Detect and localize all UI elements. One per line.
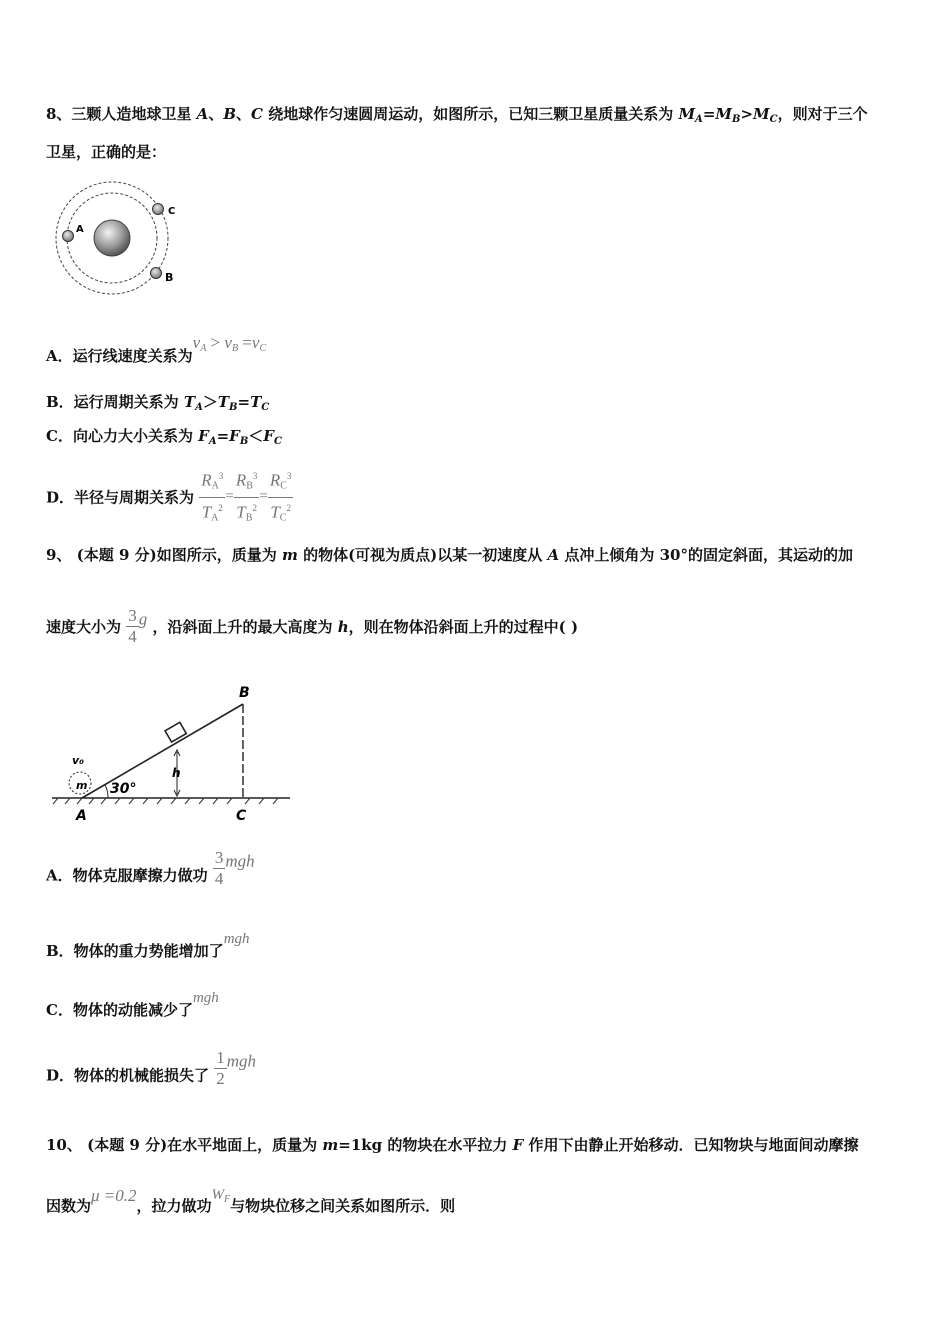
incline-figure xyxy=(50,680,300,830)
q9-line1: 9、 (本题 9 分)如图所示，质量为 m 的物体(可视为质点)以某一初速度从 A 点冲上倾角为 30°的固定斜面，其运动的加 xyxy=(46,546,853,564)
q10-line1: 10、 (本题 9 分)在水平地面上，质量为 m=1kg 的物块在水平拉力 F 作用下由静止开始移动．已知物块与地面间动摩擦 xyxy=(46,1136,859,1154)
q8-line1: 8、三颗人造地球卫星 A、B、C 绕地球作匀速圆周运动，如图所示，已知三颗卫星质量关系为 $M_A=M_B>M_C$，则对于三个 xyxy=(46,105,868,125)
q8-line2: 卫星，正确的是： xyxy=(46,143,167,161)
q8-option-c: C．向心力大小关系为 $F_A=F_B<F_C$ xyxy=(46,427,282,447)
frac-a: $\frac{R_A^3}{T_A^2}$ xyxy=(199,466,225,528)
q9-option-c: C．物体的动能减少了mgh xyxy=(46,990,219,1019)
label-b: B xyxy=(239,685,250,701)
label-c: C xyxy=(168,206,176,217)
frac-b: $\frac{R_B^3}{T_B^2}$ xyxy=(234,466,260,528)
q10-line2: 因数为μ =0.2，拉力做功$W_F$与物块位移之间关系如图所示．则 xyxy=(46,1186,456,1215)
frac-c: $\frac{R_C^3}{T_C^2}$ xyxy=(268,466,294,528)
q9-option-a: A．物体克服摩擦力做功 $\frac{3}{4}$ mgh xyxy=(46,848,255,888)
incline-slope xyxy=(82,704,243,798)
satellite-orbit-figure xyxy=(48,180,188,300)
q8-option-b: B．运行周期关系为 $T_A>T_B=T_C$ xyxy=(46,393,270,413)
q9-option-d: D．物体的机械能损失了 $\frac{1}{2}$ mgh xyxy=(46,1048,257,1088)
label-a: A xyxy=(76,224,84,235)
label-c: C xyxy=(236,808,247,824)
q9-line2: 速度大小为 $\frac{3}{4}$ g ，沿斜面上升的最大高度为 h，则在物体沿斜面上升的过程中( ) xyxy=(46,606,579,646)
satellite-c xyxy=(153,204,164,215)
label-a: A xyxy=(76,808,87,824)
satellite-a xyxy=(63,231,74,242)
label-b: B xyxy=(165,271,174,284)
label-m: m xyxy=(76,779,88,792)
label-h: h xyxy=(172,766,181,780)
q8-option-a: A．运行线速度关系为$v_A > v_B =v_C$ xyxy=(46,333,267,365)
satellite-b xyxy=(151,268,162,279)
label-angle: 30° xyxy=(110,781,137,797)
label-v0: v₀ xyxy=(72,754,84,767)
q8-option-d: D．半径与周期关系为 $\frac{R_A^3}{T_A^2}$ = $\frac{R_B^3}{T_B^2}$ = $\frac{R_C^3}{T_C^2}$ xyxy=(46,466,293,528)
q9-option-b: B．物体的重力势能增加了mgh xyxy=(46,931,250,960)
earth xyxy=(94,220,130,256)
